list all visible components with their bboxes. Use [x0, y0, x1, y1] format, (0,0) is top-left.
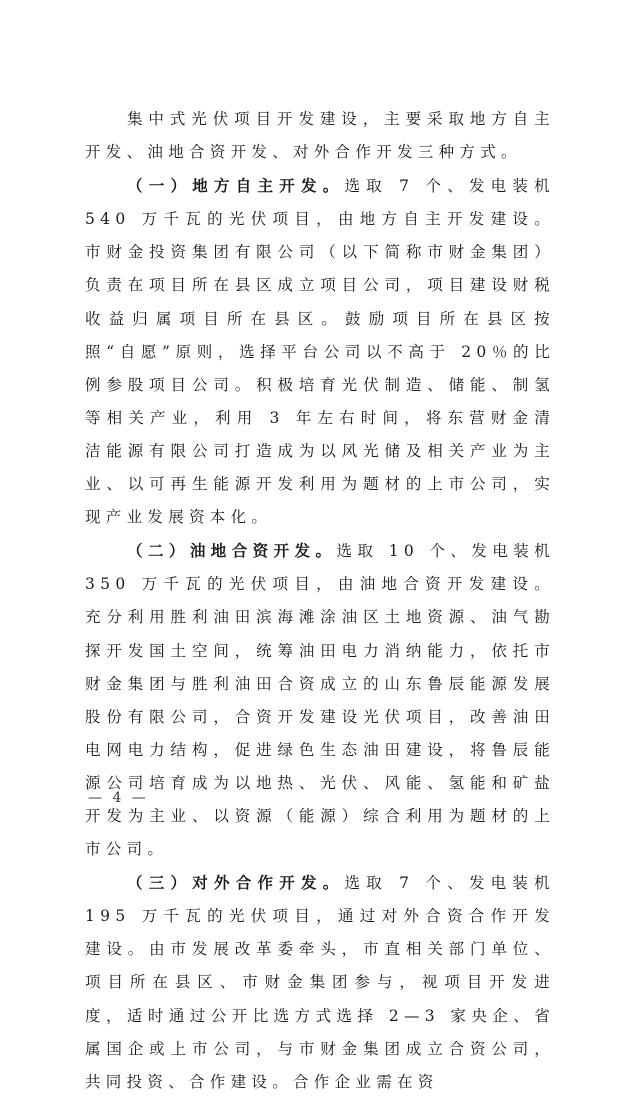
paragraph-text: 集中式光伏项目开发建设，主要采取地方自主开发、油地合资开发、对外合作开发三种方式。 — [85, 110, 555, 162]
section-heading-local-development: （一）地方自主开发。 — [127, 176, 345, 196]
document-body — [85, 102, 555, 1099]
paragraph-text: 选取 7 个、发电装机 540 万千瓦的光伏项目，由地方自主开发建设。市财金投资集团有限公司（以下简称市财金集团）负责在项目所在县区成立项目公司，项目建设财税收益归属项目所在县区。鼓励项目所在县区按照“自愿”原则，选择平台公司以不高于 20％的比例参股项目公司。积极培育光伏制造、储能、制氢等相关产业，利用 3 年左右时间，将东营财金清洁能源有限公司打造成为以风光储及相关产业为主业、以可再生能源开发利用为题材的上市公司，实现产业发展资本化。 — [85, 177, 555, 527]
section-heading-oil-joint-venture: （二）油地合资开发。 — [127, 541, 337, 561]
page-number: — 4 — — [88, 790, 149, 806]
paragraph-text: 选取 10 个、发电装机 350 万千瓦的光伏项目，由油地合资开发建设。充分利用胜利油田滨海滩涂油区土地资源、油气勘探开发国土空间，统筹油田电力消纳能力，依托市财金集团与胜利油田合资成立的山东鲁辰能源发展股份有限公司，合资开发建设光伏项目，改善油田电网电力结构，促进绿色生态油田建设，将鲁辰能源公司培育成为以地热、光伏、风能、氢能和矿盐开发为主业、以资源（能源）综合利用为题材的上市公司。 — [85, 542, 555, 859]
paragraph-text: 选取 7 个、发电装机 195 万千瓦的光伏项目，通过对外合资合作开发建设。由市发展改革委牵头，市直相关部门单位、项目所在县区、市财金集团参与，视项目开发进度，适时通过公开比选方式选择 2—3 家央企、省属国企或上市公司，与市财金集团成立合资公司，共同投资、合作建设。合作企业需在资 — [85, 874, 555, 1091]
paragraph-intro — [85, 102, 555, 169]
paragraph-local-development — [85, 169, 555, 534]
section-heading-external-cooperation: （三）对外合作开发。 — [127, 873, 345, 893]
paragraph-oil-joint-venture — [85, 534, 555, 866]
paragraph-external-cooperation — [85, 866, 555, 1099]
